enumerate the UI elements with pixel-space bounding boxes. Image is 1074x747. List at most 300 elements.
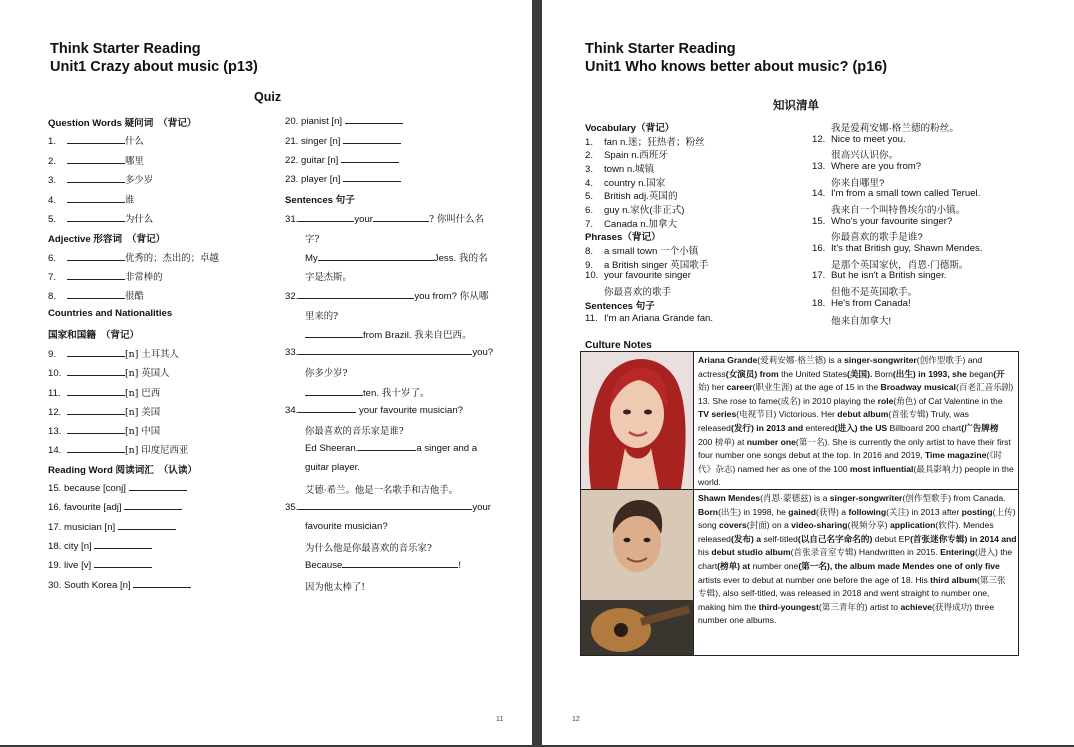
bio-keyword: debut album [837,409,889,420]
item-hint: [n] 中国 [125,426,161,437]
item-text: Canada n.加拿大 [604,219,678,230]
sentence-item [812,270,946,281]
item-hint: 哪里 [125,156,144,167]
bio-line [698,422,1015,436]
answer-blank[interactable] [400,559,458,568]
sentence-item [812,243,983,254]
bio-keyword: (美国). [847,368,875,379]
item-hint: 什么 [125,136,144,147]
sentence-line [285,501,491,513]
answer-blank[interactable] [341,154,399,163]
sentence-item [812,284,917,298]
sentence-item [812,257,969,271]
item-text: 30. South Korea [n] [48,580,131,591]
sentence-line [305,365,348,379]
item-number: 8. [48,291,57,302]
ariana-row [581,352,1018,489]
item-text: 很高兴认识你。 [831,150,899,161]
item-text: 16. favourite [adj] [48,502,122,513]
sentences-heading: Sentences 句子 [285,195,355,206]
sentence-line [305,521,388,532]
bio-text: chart [698,560,718,571]
bio-line [698,546,1015,560]
item-text: 但他不是英国歌手。 [831,287,918,298]
bio-keyword: number one [746,436,796,447]
item-number: 13. [48,426,62,437]
answer-blank[interactable] [67,252,125,261]
sentence-item [812,147,898,161]
sentence-item [812,229,923,243]
item-text: 15. because [conj] [48,483,126,494]
bio-keyword: singer-songwriter [829,493,903,503]
sentence-item [812,161,921,172]
item-number: 3. [585,164,594,175]
answer-blank[interactable] [343,135,401,144]
bio-keyword: most influential [849,463,914,474]
answer-blank[interactable] [67,155,125,164]
bio-keyword: role [877,395,894,406]
page-header [585,40,887,76]
item-text: 我是爱莉安娜·格兰德的粉丝。 [831,123,959,134]
answer-blank[interactable] [67,271,125,280]
item-number: 7. [585,219,594,230]
bio-text: Billboard 200 chart [889,422,962,433]
answer-blank[interactable] [67,348,125,357]
bio-keyword: (女演员) from [725,368,782,379]
reading-word-item [48,482,187,494]
bio-keyword: (广告牌榜 [961,422,999,433]
bio-text: self-titled [763,533,798,544]
answer-blank[interactable] [67,194,125,203]
answer-blank[interactable] [298,346,356,355]
item-text: 18. city [n] [48,541,92,552]
bio-keyword: debut studio album [711,547,791,558]
bio-keyword: application [890,520,936,531]
answer-blank[interactable] [298,213,354,222]
vocab-item [585,243,698,257]
reading-word-item [48,559,152,571]
bio-keyword: (首张迷你专辑) in 2014 and [910,533,1017,544]
sentence-line [285,346,493,358]
vocab-item [585,188,678,202]
section-heading: Reading Word 阅读词汇 （认读） [48,465,198,476]
answer-blank[interactable] [67,213,125,222]
sentence-text: 33. [285,347,299,358]
vocab-item [585,313,713,324]
answer-blank[interactable] [118,521,176,530]
answer-blank[interactable] [133,579,191,588]
bio-text: (上传) [992,506,1016,517]
item-text: 19. live [v] [48,560,92,571]
reading-word-item [48,521,176,533]
page-number: 12 [572,716,580,723]
sentence-text: 你多少岁? [305,368,348,379]
item-text: a small town 一个小镇 [604,246,699,257]
item-text: 你最喜欢的歌手是谁? [831,232,923,243]
item-text: British adj.英国的 [604,191,678,202]
sentence-text: Ed Sheeran. [305,443,359,454]
sentence-line [305,269,352,283]
page-header [50,40,258,76]
bio-text: entered [805,422,835,433]
bio-line [698,614,1015,628]
answer-blank[interactable] [305,387,363,396]
bio-text: (电视节目) Victorious. Her [736,409,838,420]
bio-text: (关注) in 2013 after [886,506,962,517]
item-number: 18. [812,298,826,309]
bio-keyword: Ariana Grande [698,355,758,365]
vocab-item [585,147,668,161]
item-text: 17. musician [n] [48,522,116,533]
sentence-text: 34. [285,405,299,416]
section-heading: Question Words 疑问词 （背记） [48,118,197,129]
bio-keyword: following [848,506,887,517]
item-text: fan n.迷；狂热者；粉丝 [604,137,705,148]
item-number: 6. [48,253,57,264]
item-number: 2. [48,156,57,167]
page-number: 11 [496,716,504,723]
item-text: Where are you from? [831,161,922,172]
bio-text: (百老汇音乐剧) [955,382,1014,393]
bio-keyword: achieve [900,601,933,612]
culture-notes-title: Culture Notes [585,340,652,351]
item-hint: [n] 美国 [125,407,161,418]
bio-text: (《时 [986,450,1003,461]
item-number: 1. [585,137,594,148]
sentence-line [305,385,430,399]
bio-line [698,408,1015,422]
sentence-line [285,404,463,416]
quiz-item [48,365,169,379]
vocab-item [585,257,709,271]
sentence-text: 32. [285,291,299,302]
bio-line [698,574,1015,588]
sentence-text: 你最喜欢的音乐家是谁? [305,426,404,437]
answer-blank[interactable] [67,406,125,415]
bio-keyword: (出生) in 1993, she [892,368,970,379]
item-text: It's that British guy, Shawn Mendes. [831,243,983,254]
sentence-text: 里来的? [305,311,339,322]
bio-keyword: (发布) a [730,533,764,544]
sentence-line [305,231,319,245]
bio-line [698,381,1015,395]
bio-keyword: covers [719,520,747,531]
header-line-2: Unit1 Who knows better about music? (p16) [585,59,888,75]
worksheet-page-right [542,0,1074,745]
bio-keyword: career [726,382,753,393]
bio-line [698,519,1015,533]
bio-text: (获得) a [815,506,849,517]
sentence-line [305,482,458,496]
bio-text: (进入) the [974,547,1013,558]
bio-text: (第三青年的) artist to [818,601,901,612]
bio-text: (爱莉安娜·格兰德) is a [757,355,845,365]
bio-keyword: Time magazine [924,450,987,461]
quiz-item [48,211,153,225]
bio-text: number one [752,560,799,571]
bio-text: began [969,368,994,379]
bio-text: actress [698,368,726,379]
bio-text: artists ever to debut at number one before the age of 18. His [698,574,931,585]
bio-text: (首张专辑) Truly, was [888,409,969,420]
item-number: 13. [812,161,826,172]
sentence-text: Jess. 我的名 [433,253,488,264]
sentence-text: you from? 你从哪 [414,291,489,302]
ariana-grande-photo [581,352,694,489]
bio-text: (最具影响力) people in the [913,463,1014,474]
item-number: 14. [812,188,826,199]
item-number: 1. [48,136,57,147]
bio-line [698,463,1015,477]
quiz-title: Quiz [254,90,282,104]
sentence-item [812,298,911,309]
bio-line [698,560,1015,574]
bio-keyword: singer-songwriter [844,355,917,365]
bio-line [698,492,1015,506]
sentence-text: 字? [305,234,320,245]
sentence-item [812,120,959,134]
bio-keyword: third-youngest [758,601,819,612]
sentence-item [812,188,980,199]
bio-text: (首张录音室专辑) Handwritten in 2015. [790,547,941,558]
sentence-item [812,175,884,189]
bio-text: (封面) on a [746,520,792,531]
bio-keyword: Shawn Mendes [698,493,761,503]
item-text: your favourite singer [604,270,691,281]
section-heading: 国家和国籍 （背记） [48,330,140,341]
sentence-item [812,216,952,227]
quiz-item [48,133,144,147]
reading-word-item [285,135,401,147]
answer-blank[interactable] [356,290,414,299]
answer-blank[interactable] [318,252,376,261]
bio-line [698,395,1015,409]
quiz-item [48,404,160,418]
answer-blank[interactable] [356,346,414,355]
quiz-item [48,250,219,264]
bio-keyword: (发行) in 2013 and [730,422,806,433]
header-line-2: Unit1 Crazy about music (p13) [50,59,258,75]
answer-blank[interactable] [358,442,416,451]
item-hint: 优秀的；杰出的；卓越 [125,253,219,264]
answer-blank[interactable] [67,367,125,376]
sentence-text: from Brazil. 我来自巴西。 [363,330,472,341]
bio-keyword: (开 [993,368,1005,379]
bio-text: (获得成功) three [932,601,995,612]
section-heading: Vocabulary（背记） [585,123,675,134]
item-text: Nice to meet you. [831,134,906,145]
worksheet-page-left [0,0,532,745]
sentence-text: ten. 我十岁了。 [363,388,430,399]
answer-blank[interactable] [298,404,356,413]
quiz-item [48,192,134,206]
answer-blank[interactable] [67,174,125,183]
reading-word-item [48,540,152,552]
bio-text: (第一名). She is currently the only artist to have their first [795,436,1011,447]
sentence-text: My [305,253,318,264]
bio-line [698,436,1015,450]
answer-blank[interactable] [129,482,187,491]
answer-blank[interactable] [342,559,400,568]
bio-keyword: Born [698,506,719,517]
item-text: guy n.家伙(非正式) [604,205,685,216]
answer-blank[interactable] [373,213,429,222]
bio-text: making him the [698,601,759,612]
bio-keyword: Entering [940,547,975,558]
item-number: 6. [585,205,594,216]
bio-keyword: gained [788,506,816,517]
item-number: 10. [585,270,599,281]
sentence-text: your favourite musician? [356,405,463,416]
reading-word-item [285,115,403,127]
sentence-text: 艾德·希兰。他是一名歌手和吉他手。 [305,485,458,496]
sentence-line [285,288,488,302]
bio-keyword: video-sharing [791,520,848,531]
sentence-text: 为什么他是你最喜欢的音乐家? [305,543,432,554]
shawn-row [581,489,1018,655]
quiz-item [48,346,179,360]
bio-text: (职业生涯) at the age of 15 in the [752,382,881,393]
item-text: 我来自一个叫特鲁埃尔的小镇。 [831,205,966,216]
item-text: 是那个英国家伙，肖恩·门德斯。 [831,260,969,271]
item-hint: [n] 印度尼西亚 [125,445,189,456]
item-number: 11. [585,313,598,324]
quiz-item [48,269,163,283]
bio-text: (创作型歌手) from Canada. [902,493,1006,503]
quiz-item [48,288,144,302]
answer-blank[interactable] [94,559,152,568]
bio-text: (视频分享) [847,520,891,531]
item-number: 8. [585,246,594,257]
item-text: country n.国家 [604,178,666,189]
answer-blank[interactable] [67,135,125,144]
item-text: a British singer 英国歌手 [604,260,709,271]
sentence-text: ? 你叫什么名 [429,214,484,225]
sentence-line [305,462,360,473]
answer-blank[interactable] [305,329,363,338]
item-hint: 为什么 [125,214,154,225]
bio-text: (肖恩·蒙德兹) is a [760,493,830,503]
sentence-text: 因为他太棒了! [305,582,366,593]
bio-text: 专辑), also self-titled, was released in 2018 and went straight to number one, [698,588,990,599]
item-number: 5. [585,191,594,202]
item-number: 2. [585,150,594,161]
sentence-text: 字是杰斯。 [305,272,352,283]
answer-blank[interactable] [67,290,125,299]
item-number: 9. [585,260,594,271]
sentence-text: Because [305,560,343,571]
reading-word-item [48,501,182,513]
header-line-1: Think Starter Reading [585,41,736,57]
bio-text: his [698,547,712,558]
item-text: 他来自加拿大! [831,316,892,327]
sentence-text: you? [472,347,494,358]
quiz-item [48,172,153,186]
reading-word-item [285,154,399,166]
sentence-text: favourite musician? [305,521,388,532]
vocab-item [585,270,691,281]
item-number: 9. [48,349,57,360]
item-text: I'm an Ariana Grande fan. [604,313,714,324]
item-number: 5. [48,214,57,225]
item-number: 16. [812,243,826,254]
vocab-item [585,284,671,298]
reading-word-item [48,579,191,591]
bio-keyword: posting [961,506,993,517]
item-text: I'm from a small town called Teruel. [831,188,981,199]
sentence-text: your [472,502,492,513]
item-number: 10. [48,368,62,379]
bio-line [698,476,1015,490]
answer-blank[interactable] [376,252,434,261]
item-text: 20. pianist [n] [285,116,343,127]
item-number: 3. [48,175,57,186]
bio-line [698,533,1015,547]
answer-blank[interactable] [94,540,152,549]
sentence-line [305,540,432,554]
bio-text: 13. She rose to fame(成名) in 2010 playing the [698,395,878,406]
bio-text: (软件). Mendes [935,520,994,531]
item-hint: 非常棒的 [125,272,163,283]
vocab-item [585,161,654,175]
bio-text: world. [698,477,721,488]
sentence-text: ! [458,560,462,571]
shawn-mendes-photo [581,490,694,655]
sentence-line [305,327,472,341]
item-hint: [n] 英国人 [125,368,170,379]
answer-blank[interactable] [67,387,125,396]
item-text: But he isn't a British singer. [831,270,947,281]
sentence-line [305,308,338,322]
bio-text: (第三张 [976,574,1006,585]
item-hint: [n] 土耳其人 [125,349,179,360]
answer-blank[interactable] [356,501,414,510]
answer-blank[interactable] [345,115,403,124]
vocab-item [585,202,685,216]
bio-text: released [698,533,731,544]
bio-text: number one albums. [698,615,777,626]
answer-blank[interactable] [414,346,472,355]
answer-blank[interactable] [343,173,401,182]
shawn-mendes-bio [698,490,1018,630]
bio-text: 200 榜单) at [698,436,747,447]
ariana-grande-bio [698,352,1018,492]
answer-blank[interactable] [124,501,182,510]
bio-keyword: TV series [698,409,737,420]
answer-blank[interactable] [67,425,125,434]
sentence-line [305,579,365,593]
bio-keyword: (第一名), the album made Mendes one of only five [798,560,1000,571]
answer-blank[interactable] [298,501,356,510]
answer-blank[interactable] [67,444,125,453]
bio-text: debut EP [874,533,911,544]
section-heading: Phrases（背记） [585,232,661,243]
item-text: He's from Canada! [831,298,911,309]
item-hint: 很酷 [125,291,144,302]
bio-text: Born [874,368,893,379]
answer-blank[interactable] [298,290,356,299]
bio-line [698,601,1015,615]
bio-text: song [698,520,720,531]
item-number: 14. [48,445,62,456]
item-text: 21. singer [n] [285,136,341,147]
item-hint: [n] 巴西 [125,388,161,399]
bio-keyword: (进入) the US [834,422,890,433]
bio-line [698,449,1015,463]
answer-blank[interactable] [414,501,472,510]
bio-keyword: (以自己名字命名的) [797,533,875,544]
item-number: 12. [48,407,62,418]
